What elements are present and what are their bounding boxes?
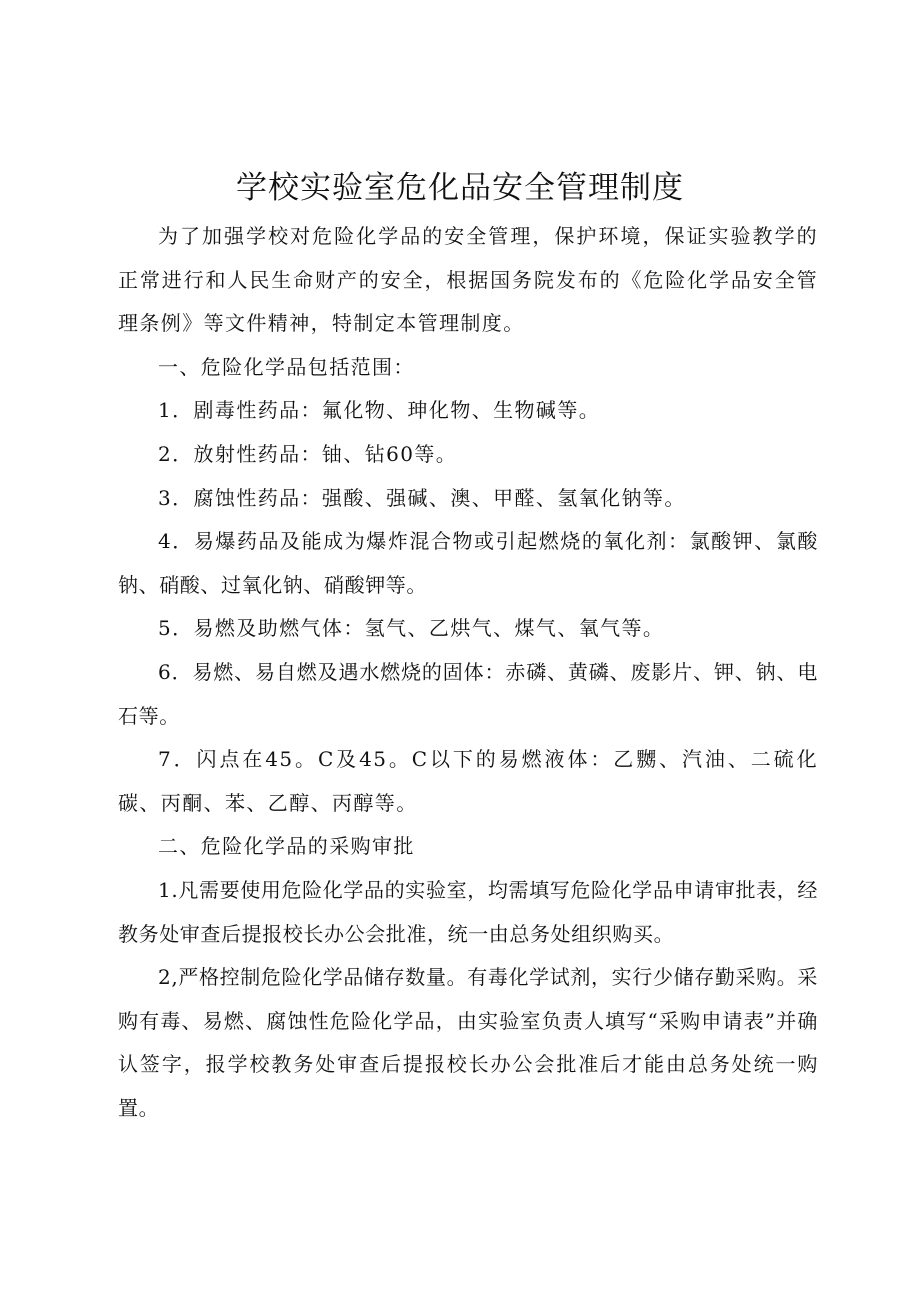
document-body xyxy=(118,215,818,1130)
scope-item-1: 1．剧毒性药品：氟化物、珅化物、生物碱等。 xyxy=(158,398,601,423)
procurement-item-1: 1.凡需要使用危险化学品的实验室，均需填写危险化学品申请审批表，经教务处审查后提报校长办公会批准，统一由总务处组织购买。 xyxy=(118,877,818,946)
scope-item-7: 7．闪点在45。C及45。C以下的易燃液体：乙嬲、汽油、二硫化碳、丙酮、苯、乙醇、丙醇等。 xyxy=(118,747,818,815)
procurement-item-2: 2,严格控制危险化学品储存数量。有毒化学试剂，实行少储存勤采购。采购有毒、易燃、腐蚀性危险化学品，由实验室负责人填写“采购申请表”并确认签字，报学校教务处审查后提报校长办公会批准后才能由总务处统一购置。 xyxy=(118,965,818,1120)
scope-item-2: 2．放射性药品：铀、钻60等。 xyxy=(158,441,458,466)
scope-item-5: 5．易燃及助燃气体：氢气、乙烘气、煤气、氧气等。 xyxy=(158,616,665,641)
intro-paragraph: 为了加强学校对危险化学品的安全管理，保护环境，保证实验教学的正常进行和人民生命财产的安全，根据国务院发布的《危险化学品安全管理条例》等文件精神，特制定本管理制度。 xyxy=(118,224,818,336)
document-title: 学校实验室危化品安全管理制度 xyxy=(236,170,684,206)
section-heading-procurement: 二、危险化学品的采购审批 xyxy=(158,834,415,859)
section-heading-scope: 一、危险化学品包括范围： xyxy=(158,354,415,379)
scope-item-6: 6．易燃、易自燃及遇水燃烧的固体：赤磷、黄磷、废影片、钾、钠、电石等。 xyxy=(118,659,818,728)
scope-item-4: 4．易爆药品及能成为爆炸混合物或引起燃烧的氧化剂：氯酸钾、氯酸钠、硝酸、过氧化钠、硝酸钾等。 xyxy=(118,529,818,597)
scope-item-3: 3．腐蚀性药品：强酸、强碱、澳、甲醛、氢氧化钠等。 xyxy=(158,485,686,510)
